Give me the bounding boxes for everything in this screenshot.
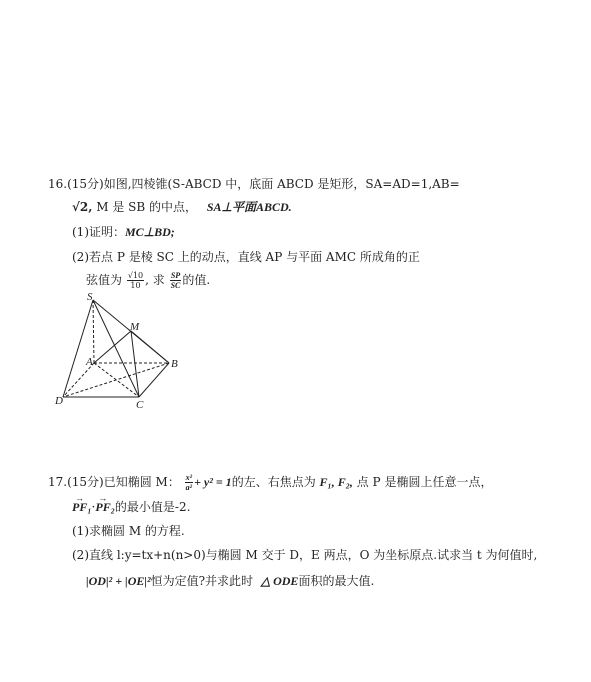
ratio-fraction-den: SC [170, 281, 181, 290]
ellipse-fraction-num: x² [185, 473, 193, 482]
q17-line-2 [72, 499, 190, 515]
edge-MA [94, 331, 131, 363]
q17-part2-line-2 [86, 573, 374, 589]
ratio-fraction-num: SP [170, 271, 181, 280]
q17-sum-of-squares: |OD|² + |OE|² [86, 574, 151, 588]
label-B: B [171, 358, 178, 370]
q16-perp-statement: SA⊥平面ABCD. [206, 200, 292, 214]
q17-part1 [72, 523, 185, 539]
q17-line-1 [48, 473, 492, 492]
sine-fraction-den: 10 [130, 281, 141, 290]
edge-SC [93, 300, 139, 397]
label-S: S [87, 291, 93, 303]
q17-stem-a: 已知椭圆 M： [103, 475, 180, 489]
q17-stem-b: 的左、右焦点为 [231, 475, 316, 489]
q17-points: (15分) [67, 475, 104, 489]
q16-stem-2a: M 是 SB 的中点， [96, 200, 198, 214]
q17-stem-c: 点 P 是椭圆上任意一点， [356, 475, 493, 489]
q17-min-text: 的最小值是-2. [114, 500, 191, 514]
ellipse-fraction [185, 473, 193, 492]
ellipse-fraction-den: a² [185, 483, 193, 492]
triangle-ODE: △ ODE [260, 574, 299, 588]
edge-SD [63, 300, 93, 397]
ellipse-equation-rest: + y² = 1 [194, 475, 232, 489]
q16-part1-math: MC⊥BD; [125, 225, 175, 239]
edge-MB [131, 331, 169, 363]
q17-part2-b: 恒为定值?并求此时 [150, 574, 254, 588]
sqrt-two: √2, [72, 200, 93, 214]
edge-SA [93, 300, 94, 363]
label-D: D [55, 395, 63, 407]
q16-part2-a: (2)若点 P 是棱 SC 上的动点，直线 AP 与平面 AMC 所成角的正 [72, 250, 420, 264]
label-M: M [130, 321, 140, 333]
q17-part2-line-1 [72, 547, 537, 563]
edge-MC [131, 331, 139, 397]
q17-number: 17. [48, 475, 68, 489]
q16-number: 16. [48, 177, 68, 191]
q16-points: (15分) [67, 177, 104, 191]
vector-PF1: → PF₁ [72, 499, 92, 515]
vector-PF2: → PF₂ [95, 499, 115, 515]
q17-part2-c: 面积的最大值. [298, 574, 375, 588]
q16-part2-b3: 的值. [182, 273, 211, 287]
dot-product: · [91, 500, 96, 514]
label-C: C [136, 399, 144, 411]
sine-fraction-num: √10 [127, 271, 144, 280]
q16-part2-b1: 弦值为 [86, 273, 123, 287]
label-A: A [86, 356, 93, 368]
q16-part2-b2: , 求 [145, 273, 165, 287]
q16-stem-1: 如图,四棱锥(S-ABCD 中，底面 ABCD 是矩形，SA=AD=1,AB= [103, 177, 460, 191]
foci: F₁, F₂, [319, 475, 353, 489]
q17-part2-a: (2)直线 l:y=tx+n(n>0)与椭圆 M 交于 D，E 两点，O 为坐标原点.试求当 t 为何值时, [72, 548, 538, 562]
q17-part1-text: (1)求椭圆 M 的方程. [72, 524, 185, 538]
q16-part1-label: (1)证明： [72, 225, 125, 239]
